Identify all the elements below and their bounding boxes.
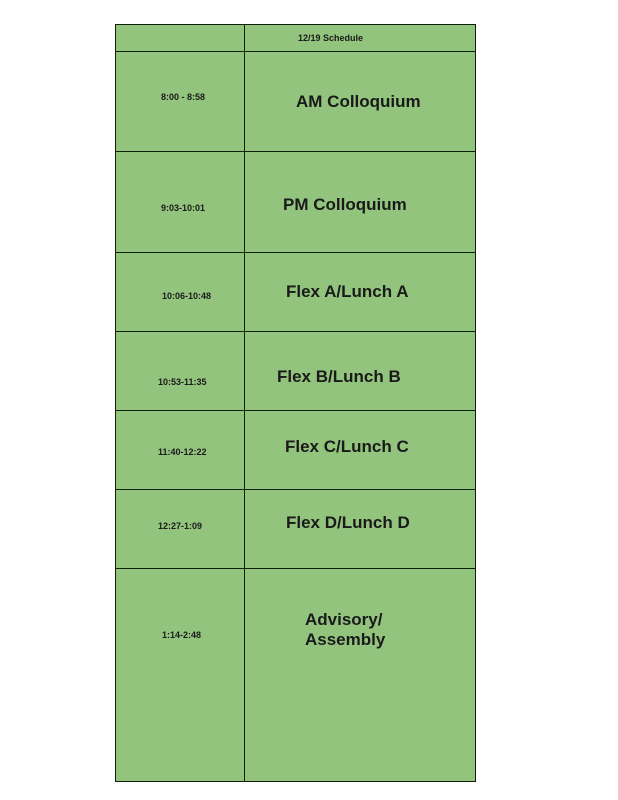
row-divider [116, 568, 475, 569]
schedule-title: 12/19 Schedule [298, 33, 364, 43]
time-slot: 1:14-2:48 [162, 630, 202, 640]
row-divider [116, 331, 475, 332]
event-label: Flex C/Lunch C [285, 437, 409, 456]
event-label: AM Colloquium [296, 92, 421, 111]
event-label: Advisory/ [305, 610, 383, 629]
time-slot: 9:03-10:01 [161, 203, 206, 213]
event-label: PM Colloquium [283, 195, 407, 214]
time-slot: 10:06-10:48 [162, 291, 212, 301]
row-divider [116, 489, 475, 490]
time-slot: 10:53-11:35 [158, 377, 207, 387]
time-slot: 11:40-12:22 [158, 447, 207, 457]
event-label: Flex D/Lunch D [286, 513, 410, 532]
row-divider [116, 51, 475, 52]
row-divider [116, 410, 475, 411]
schedule-table [115, 24, 476, 782]
row-divider [116, 151, 475, 152]
column-divider [244, 25, 245, 781]
event-label: Flex B/Lunch B [277, 367, 401, 386]
event-label: Flex A/Lunch A [286, 282, 409, 301]
event-label: Assembly [305, 630, 386, 649]
time-slot: 12:27-1:09 [158, 521, 203, 531]
time-slot: 8:00 - 8:58 [161, 92, 206, 102]
row-divider [116, 252, 475, 253]
